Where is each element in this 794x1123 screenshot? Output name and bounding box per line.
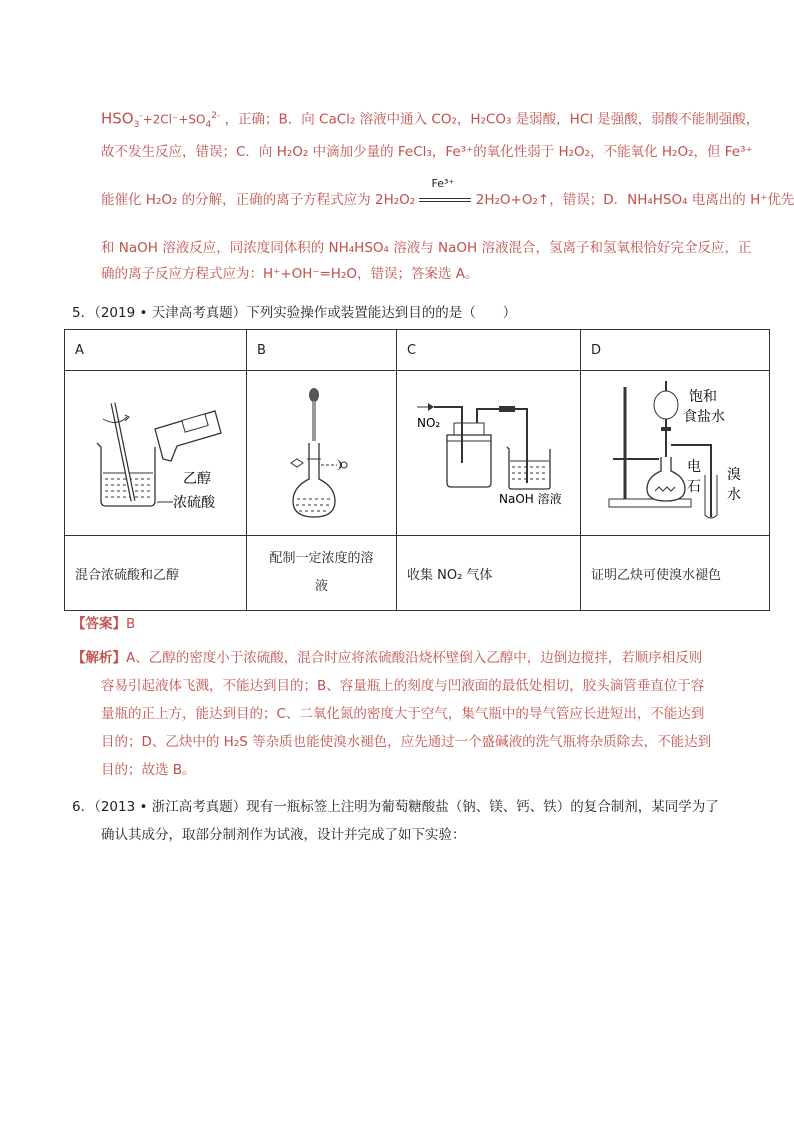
header-d: D xyxy=(581,330,770,371)
analysis-line-3a: 能催化 H₂O₂ 的分解，正确的离子方程式应为 2H₂O₂ xyxy=(101,192,416,208)
label-brine: 食盐水 xyxy=(683,409,725,425)
analysis-block-line-1 xyxy=(72,646,702,666)
label-no2: NO₂ xyxy=(417,416,441,430)
label-d: 证明乙炔可使溴水褪色 xyxy=(581,536,770,611)
figure-d xyxy=(581,371,770,536)
label-carbide-2: 石 xyxy=(687,479,701,495)
header-c: C xyxy=(397,330,581,371)
analysis-block-line-5: 目的；故选 B。 xyxy=(101,762,196,778)
answer-value: B xyxy=(126,616,136,632)
question-6-line-2: 确认其成分，取部分制剂作为试液，设计并完成了如下实验： xyxy=(101,827,466,843)
label-bromine-2: 水 xyxy=(727,487,741,503)
analysis-line-2: 故不发生反应，错误；C．向 H₂O₂ 中滴加少量的 FeCl₃，Fe³⁺的氧化性弱于 H₂O₂，不能氧化 H₂O₂，但 Fe³⁺ xyxy=(101,144,753,160)
label-saturated: 饱和 xyxy=(689,389,717,405)
analysis-block-line-4: 目的；D、乙炔中的 H₂S 等杂质也能使溴水褪色，应先通过一个盛碱液的洗气瓶将杂质除去，不能达到 xyxy=(101,734,712,750)
question-5-stem: 5．（2019 • 天津高考真题）下列实验操作或装置能达到目的的是（ ） xyxy=(72,305,517,321)
options-table xyxy=(64,329,770,611)
label-b xyxy=(247,536,397,611)
analysis-text-1: A、乙醇的密度小于浓硫酸，混合时应将浓硫酸沿烧杯壁倒入乙醇中，边倒边搅拌，若顺序相反则 xyxy=(126,650,703,666)
analysis-line-5: 确的离子反应方程式应为：H⁺+OH⁻=H₂O，错误；答案选 A。 xyxy=(101,266,479,282)
analysis-line-1: $HSO_3^-+2Cl^-+SO_4^{2-}$ ，正确；B．向 CaCl₂ 溶液中通入 CO₂，H₂CO₃ 是弱酸，HCl 是强酸，弱酸不能制强酸， xyxy=(101,109,760,131)
figure-c xyxy=(397,371,581,536)
label-naoh: NaOH 溶液 xyxy=(499,492,562,506)
label-c: 收集 NO₂ 气体 xyxy=(397,536,581,611)
answer-line xyxy=(72,612,135,632)
header-b: B xyxy=(247,330,397,371)
formula-hso3: HSO xyxy=(101,109,134,128)
catalyst-label: Fe³⁺ xyxy=(431,177,455,190)
analysis-tag: 【解析】 xyxy=(72,650,126,666)
equation-arrow xyxy=(419,177,471,210)
answer-tag: 【答案】 xyxy=(72,616,126,632)
analysis-block-line-2: 容易引起液体飞溅，不能达到目的；B、容量瓶上的刻度与凹液面的最低处相切，胶头滴管垂直位于容 xyxy=(101,678,705,694)
label-b-line2: 液 xyxy=(314,579,328,594)
question-6-line-1: 6．（2013 • 浙江高考真题）现有一瓶标签上注明为葡萄糖酸盐（钠、镁、钙、铁）的复合制剂，某同学为了 xyxy=(72,799,719,815)
analysis-line-4: 和 NaOH 溶液反应，同浓度同体积的 NH₄HSO₄ 溶液与 NaOH 溶液混合，氢离子和氢氧根恰好完全反应，正 xyxy=(101,240,752,256)
label-carbide-1: 电 xyxy=(687,459,701,475)
label-ethanol: 乙醇 xyxy=(183,471,211,487)
label-b-line1: 配制一定浓度的溶 xyxy=(269,551,374,566)
label-bromine-1: 溴 xyxy=(727,467,741,483)
analysis-line-3 xyxy=(101,177,794,210)
figure-b xyxy=(247,371,397,536)
label-h2so4: 浓硫酸 xyxy=(173,495,215,511)
header-a: A xyxy=(65,330,247,371)
figure-a xyxy=(65,371,247,536)
analysis-block-line-3: 量瓶的正上方，能达到目的；C、二氧化氮的密度大于空气，集气瓶中的导气管应长进短出，不能达到 xyxy=(101,706,705,722)
analysis-line-3b: 2H₂O+O₂↑，错误；D．NH₄HSO₄ 电离出的 H⁺优先 xyxy=(475,192,794,208)
label-a: 混合浓硫酸和乙醇 xyxy=(65,536,247,611)
formula-mid: +2Cl⁻+SO xyxy=(142,112,206,127)
analysis-line-1-rest: ，正确；B．向 CaCl₂ 溶液中通入 CO₂，H₂CO₃ 是弱酸，HCl 是强酸，弱酸不能制强酸， xyxy=(224,111,760,128)
